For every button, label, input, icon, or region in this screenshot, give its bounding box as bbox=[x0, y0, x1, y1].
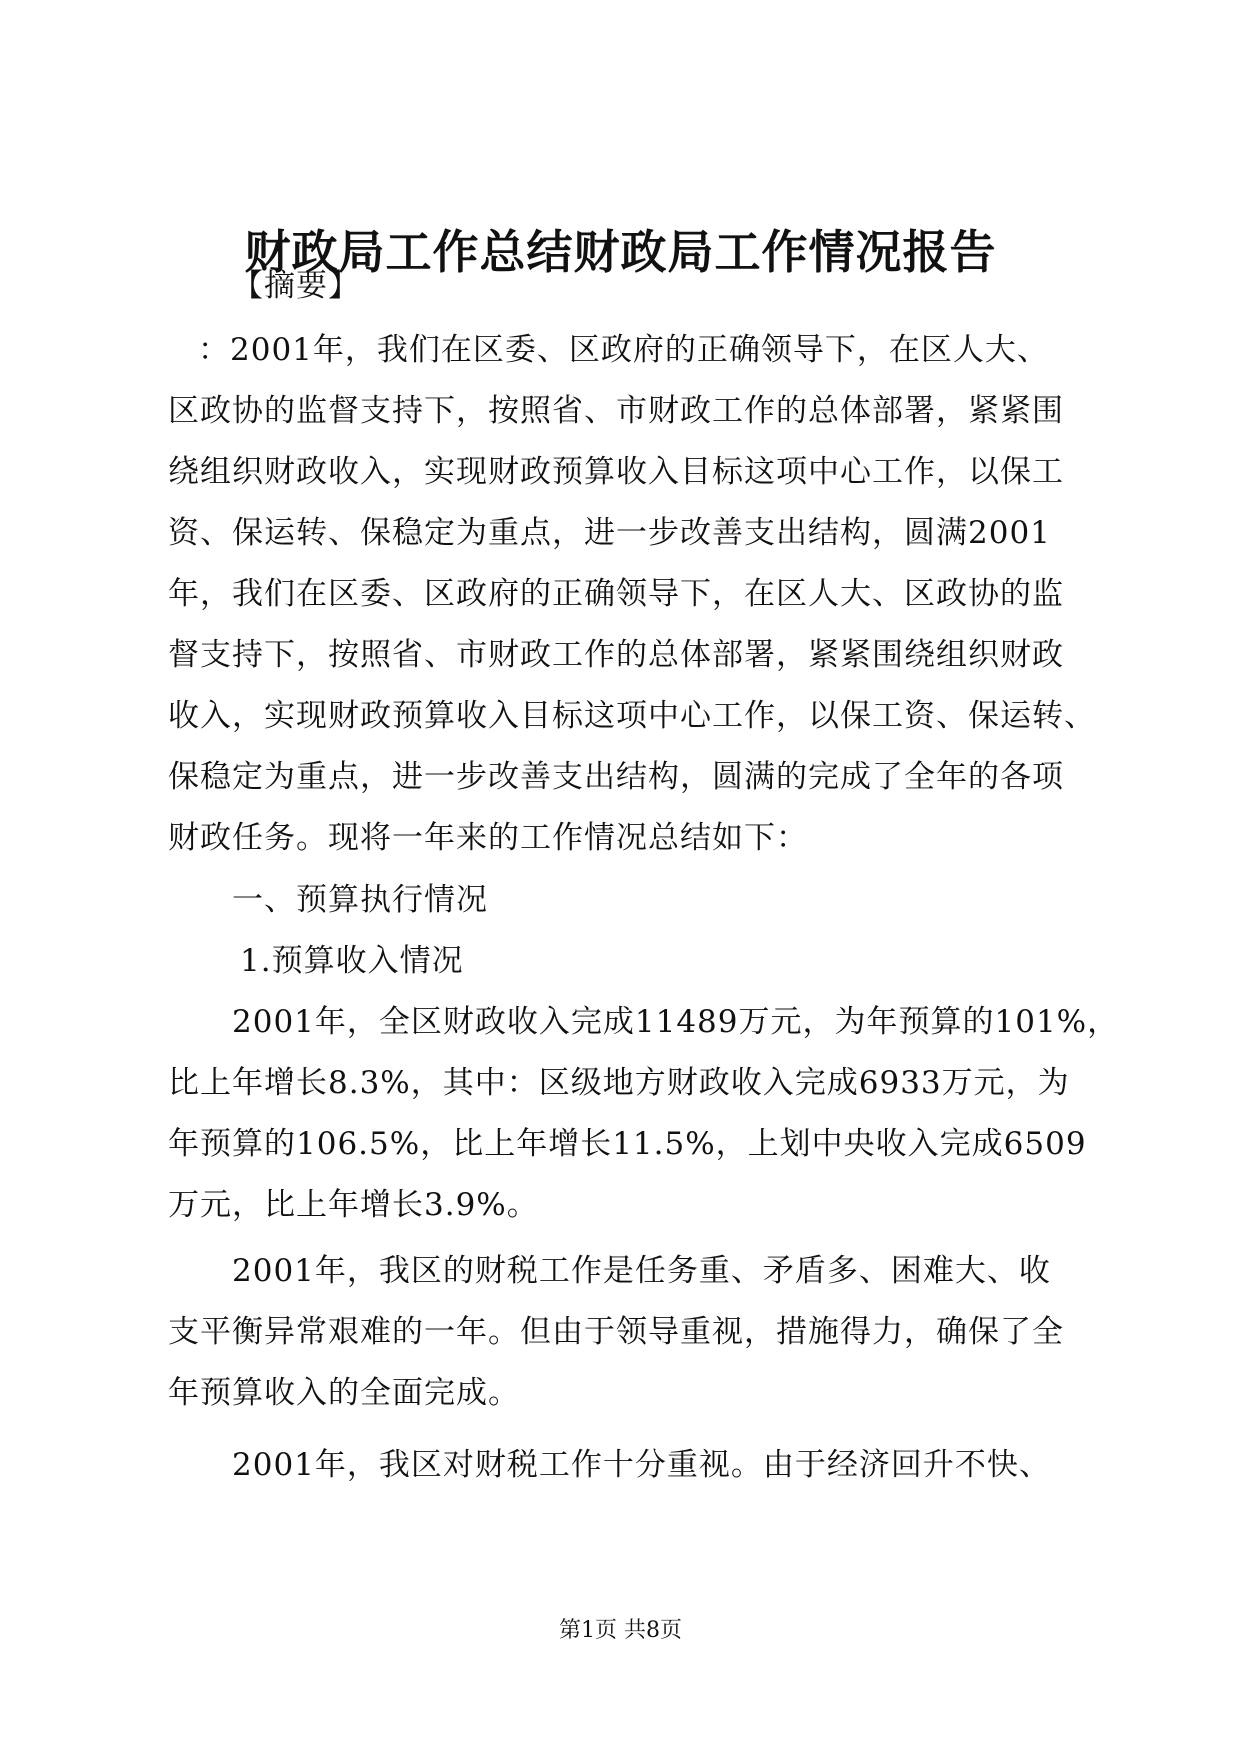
body-line: 保稳定为重点，进一步改善支出结构，圆满的完成了全年的各项 bbox=[168, 759, 1064, 795]
body-line: 比上年增长8.3%，其中：区级地方财政收入完成6933万元，为 bbox=[168, 1065, 1070, 1101]
section-heading: 一、预算执行情况 bbox=[232, 882, 488, 918]
body-line: 万元，比上年增长3.9%。 bbox=[168, 1187, 539, 1223]
abstract-heading: 【摘要】 bbox=[232, 268, 360, 304]
body-line: 支平衡异常艰难的一年。但由于领导重视，措施得力，确保了全 bbox=[168, 1314, 1064, 1350]
body-line: 收入，实现财政预算收入目标这项中心工作，以保工资、保运转、 bbox=[168, 698, 1096, 734]
document-title: 财政局工作总结财政局工作情况报告 bbox=[244, 225, 997, 279]
body-line: 年预算收入的全面完成。 bbox=[168, 1375, 520, 1411]
body-line: 绕组织财政收入，实现财政预算收入目标这项中心工作，以保工 bbox=[168, 454, 1064, 490]
body-line: 2001年，我区对财税工作十分重视。由于经济回升不快、 bbox=[232, 1447, 1051, 1483]
subsection-heading: 1.预算收入情况 bbox=[240, 943, 464, 979]
body-line: 区政协的监督支持下，按照省、市财政工作的总体部署，紧紧围 bbox=[168, 393, 1064, 429]
body-line: 2001年，我区的财税工作是任务重、矛盾多、困难大、收 bbox=[232, 1253, 1051, 1289]
body-line: 2001年，全区财政收入完成11489万元，为年预算的101%， bbox=[232, 1004, 1120, 1040]
body-line: 督支持下，按照省、市财政工作的总体部署，紧紧围绕组织财政 bbox=[168, 637, 1064, 673]
page-number: 第1页 共8页 bbox=[559, 1618, 682, 1643]
body-line: 资、保运转、保稳定为重点，进一步改善支出结构，圆满2001 bbox=[168, 515, 1051, 551]
body-line: 年，我们在区委、区政府的正确领导下，在区人大、区政协的监 bbox=[168, 576, 1064, 612]
body-line: 财政任务。现将一年来的工作情况总结如下： bbox=[168, 820, 808, 856]
body-line: ：2001年，我们在区委、区政府的正确领导下，在区人大、 bbox=[198, 332, 1049, 368]
body-line: 年预算的106.5%，比上年增长11.5%，上划中央收入完成6509 bbox=[168, 1126, 1087, 1162]
